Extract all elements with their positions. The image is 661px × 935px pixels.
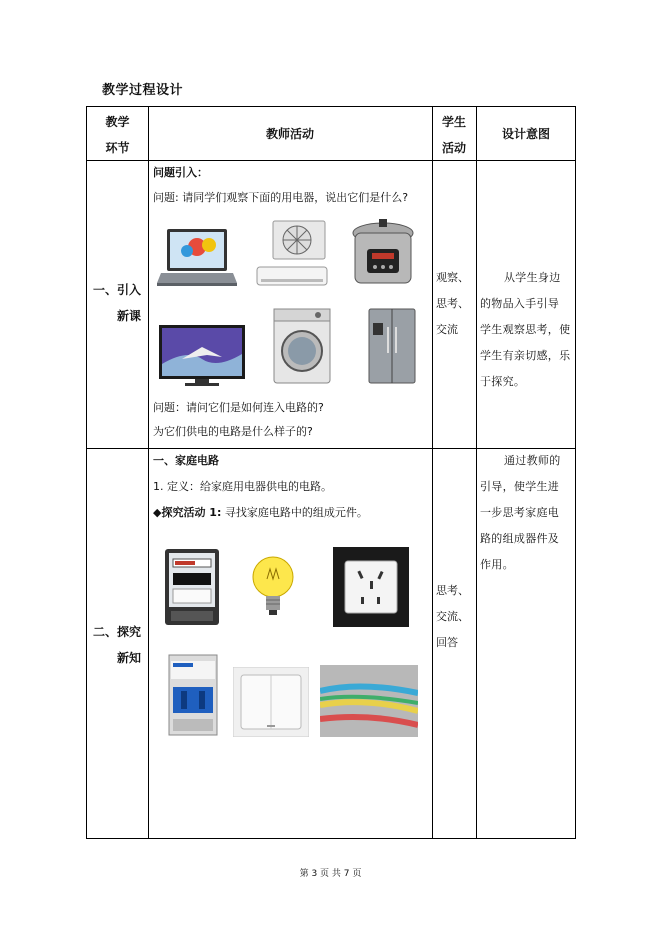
pressure-cooker-image <box>345 215 421 293</box>
page-number-footer: 第 3 页 共 7 页 <box>299 869 362 879</box>
header-student: 学生 活动 <box>441 115 466 155</box>
page-title: 教学过程设计 <box>102 83 184 98</box>
television-image <box>157 319 247 391</box>
air-conditioner-image <box>249 217 333 295</box>
electric-meter-image <box>163 547 221 627</box>
circuit-breaker-image <box>165 653 221 737</box>
light-switch-image <box>233 667 309 737</box>
laptop-image <box>157 219 239 297</box>
row1-stage: 一、引入 新课 <box>92 283 141 323</box>
lesson-process-table <box>86 106 576 839</box>
header-teacher: 教师活动 <box>265 127 314 141</box>
row2-design-intent: 通过教师的 引导，使学生进 一步思考家庭电 路的组成器件及 作用。 <box>480 454 561 571</box>
wires-image <box>320 665 418 737</box>
activity-text: 寻找家庭电路中的组成元件。 <box>221 506 368 519</box>
column-divider <box>432 107 433 838</box>
header-stage: 教学 环节 <box>105 115 130 155</box>
column-divider <box>148 107 149 838</box>
row2-student-activity: 思考、 交流、 回答 <box>436 584 469 649</box>
row2-stage: 二、探究 新知 <box>92 625 141 665</box>
light-bulb-image <box>245 549 301 629</box>
row2-activity <box>153 502 368 524</box>
row1-question2: 问题：请问它们是如何连入电路的? <box>153 401 324 414</box>
row2-definition: 1. 定义：给家庭用电器供电的电路。 <box>153 480 332 493</box>
row2-title: 一、家庭电路 <box>153 454 219 467</box>
wall-socket-image <box>333 547 409 627</box>
row1-design-intent: 从学生身边 的物品入手引导 学生观察思考，使 学生有亲切感，乐 于探究。 <box>480 271 571 388</box>
row1-student-activity: 观察、 思考、 交流 <box>436 271 469 336</box>
refrigerator-image <box>359 307 423 387</box>
header-intent: 设计意图 <box>501 127 550 141</box>
activity-label: ◆探究活动 1: <box>153 506 222 519</box>
column-divider <box>476 107 477 838</box>
row-divider <box>87 160 575 161</box>
washing-machine-image <box>260 307 342 387</box>
row1-question3: 为它们供电的电路是什么样子的? <box>153 425 313 438</box>
row1-question1: 问题: 请同学们观察下面的用电器，说出它们是什么? <box>153 191 409 204</box>
row1-title: 问题引入： <box>153 166 208 179</box>
